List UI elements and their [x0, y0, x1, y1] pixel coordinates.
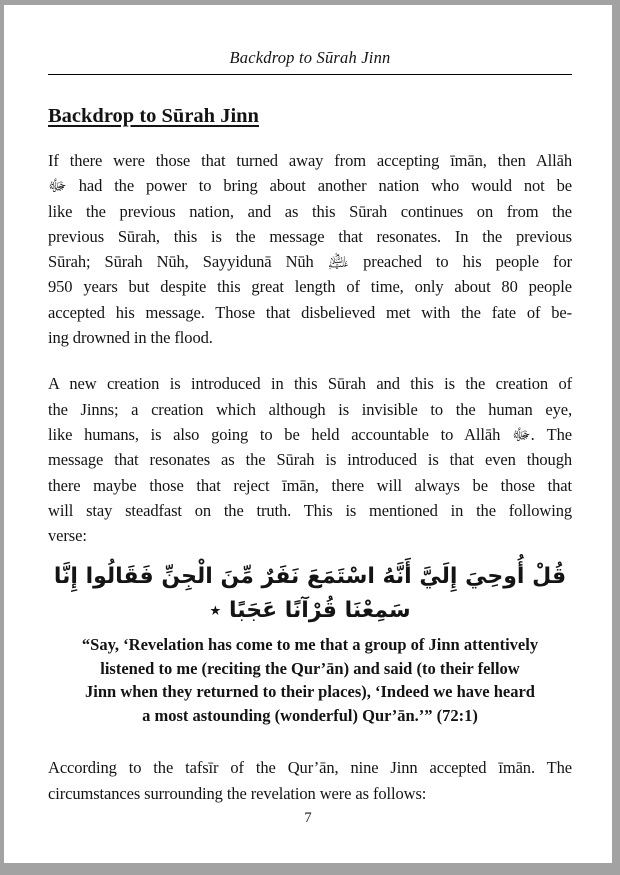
text-line: circumstances surrounding the revelation were as follows:	[48, 783, 427, 803]
text-line: 950 years but despite this great length of time, only about 80 people	[48, 277, 572, 297]
quran-arabic-verse: قُلْ أُوحِيَ إِلَيَّ أَنَّهُ اسْتَمَعَ نَفَرٌ مِّنَ الْجِنِّ فَقَالُوا إِنَّا سَمِعْنَا قُرْآنًا عَجَبًا ٭	[53, 564, 567, 624]
text-line: A new creation is introduced in this Sūrah and this is the creation of	[48, 374, 572, 394]
text-line: the Jinns; a creation which although is invisible to the human eye,	[48, 399, 572, 419]
verse-translation	[48, 633, 572, 727]
text-line: accepted his message. Those that disbelieved met with the fate of be-	[48, 302, 572, 322]
text-line: verse:	[48, 526, 87, 546]
translation-line: “Say, ‘Revelation has come to me that a group of Jinn attentively	[81, 635, 539, 655]
text-line: According to the tafsīr of the Qur’ān, nine Jinn accepted īmān. The	[48, 758, 572, 778]
section-heading: Backdrop to Sūrah Jinn	[48, 105, 259, 127]
text-line: Sūrah; Sūrah Nūh, Sayyidunā Nūh ﵇ preached to his people for	[48, 252, 572, 272]
paragraph-2	[48, 371, 572, 548]
paragraph-3	[48, 755, 572, 806]
text-line: If there were those that turned away from accepting īmān, then Allāh	[48, 151, 572, 170]
text-line: like the previous nation, and as this Sūrah continues on from the	[48, 201, 572, 221]
running-header-title: Backdrop to Sūrah Jinn	[229, 48, 391, 67]
paragraph-1	[48, 148, 572, 350]
page-number: 7	[304, 810, 312, 826]
translation-line: a most astounding (wonderful) Qur’ān.’” (72:1)	[142, 705, 478, 725]
book-page	[4, 5, 612, 863]
text-line: ﷻ had the power to bring about another nation who would not be	[48, 176, 572, 196]
text-line: will stay steadfast on the truth. This is mentioned in the following	[48, 500, 572, 520]
translation-line: listened to me (reciting the Qur’ān) and said (to their fellow	[100, 658, 520, 678]
text-line: ing drowned in the flood.	[48, 328, 213, 348]
header-rule	[48, 74, 572, 75]
text-line: message that resonates as the Sūrah is introduced is that even though	[48, 450, 572, 470]
translation-line: Jinn when they returned to their places), ‘Indeed we have heard	[85, 682, 535, 702]
text-line: there maybe those that reject īmān, there will always be those that	[48, 475, 572, 495]
text-line: previous Sūrah, this is the message that resonates. In the previous	[48, 226, 572, 246]
text-line: like humans, is also going to be held accountable to Allāh ﷻ. The	[48, 424, 572, 444]
